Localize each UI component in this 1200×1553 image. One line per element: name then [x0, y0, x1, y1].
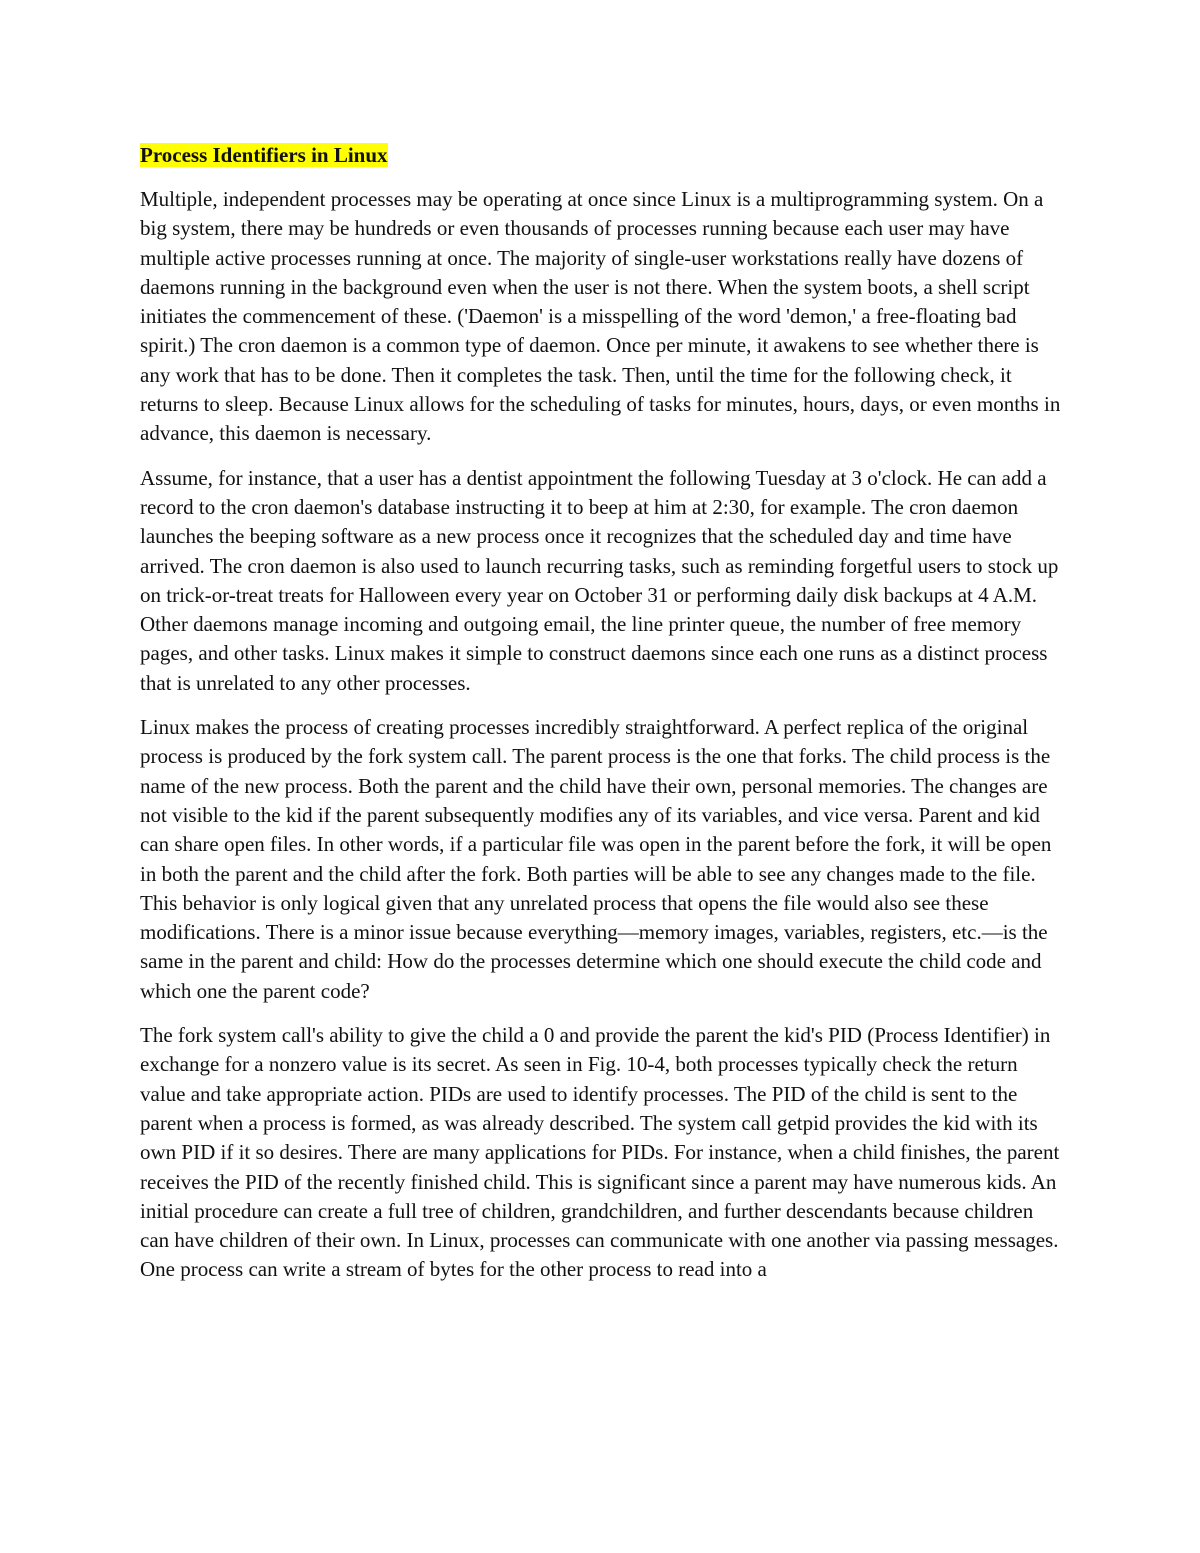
document-body — [140, 141, 1064, 1300]
paragraph-fork: Linux makes the process of creating processes incredibly straightforward. A perfect replica of the original process is produced by the fork system call. The parent process is the one that forks. The child process is the name of the new process. Both the parent and the child have their own, personal memories. The changes are not visible to the kid if the parent subsequently modifies any of its variables, and vice versa. Parent and kid can share open files. In other words, if a particular file was open in the parent before the fork, it will be open in both the parent and the child after the fork. Both parties will be able to see any changes made to the file. This behavior is only logical given that any unrelated process that opens the file would also see these modifications. There is a minor issue because everything—memory images, variables, registers, etc.—is the same in the parent and child: How do the processes determine which one should execute the child code and which one the parent code? — [140, 715, 1052, 1003]
paragraph-daemons: Multiple, independent processes may be operating at once since Linux is a multiprogramming system. On a big system, there may be hundreds or even thousands of processes running because each user may have multiple active processes running at once. The majority of single-user workstations really have dozens of daemons running in the background even when the user is not there. When the system boots, a shell script initiates the commencement of these. ('Daemon' is a misspelling of the word 'demon,' a free-floating bad spirit.) The cron daemon is a common type of daemon. Once per minute, it awakens to see whether there is any work that has to be done. Then it completes the task. Then, until the time for the following check, it returns to sleep. Because Linux allows for the scheduling of tasks for minutes, hours, days, or even months in advance, this daemon is necessary. — [140, 187, 1061, 446]
paragraph-cron-example: Assume, for instance, that a user has a dentist appointment the following Tuesday at 3 o'clock. He can add a record to the cron daemon's database instructing it to beep at him at 2:30, for example. The cron daemon launches the beeping software as a new process once it recognizes that the scheduled day and time have arrived. The cron daemon is also used to launch recurring tasks, such as reminding forgetful users to stock up on trick-or-treat treats for Halloween every year on October 31 or performing daily disk backups at 4 A.M. Other daemons manage incoming and outgoing email, the line printer queue, the number of free memory pages, and other tasks. Linux makes it simple to construct daemons since each one runs as a distinct process that is unrelated to any other processes. — [140, 465, 1059, 695]
document-title — [140, 141, 1064, 170]
paragraph-pid: The fork system call's ability to give the child a 0 and provide the parent the kid's PID (Process Identifier) in exchange for a nonzero value is its secret. As seen in Fig. 10-4, both processes typically check the return value and take appropriate action. PIDs are used to identify processes. The PID of the child is sent to the parent when a process is formed, as was already described. The system call getpid provides the kid with its own PID if it so desires. There are many applications for PIDs. For instance, when a child finishes, the parent receives the PID of the recently finished child. This is significant since a parent may have numerous kids. An initial procedure can create a full tree of children, grandchildren, and further descendants because children can have children of their own. In Linux, processes can communicate with one another via passing messages. One process can write a stream of bytes for the other process to read into a — [140, 1023, 1060, 1282]
highlighted-title-text: Process Identifiers in Linux — [140, 143, 388, 167]
